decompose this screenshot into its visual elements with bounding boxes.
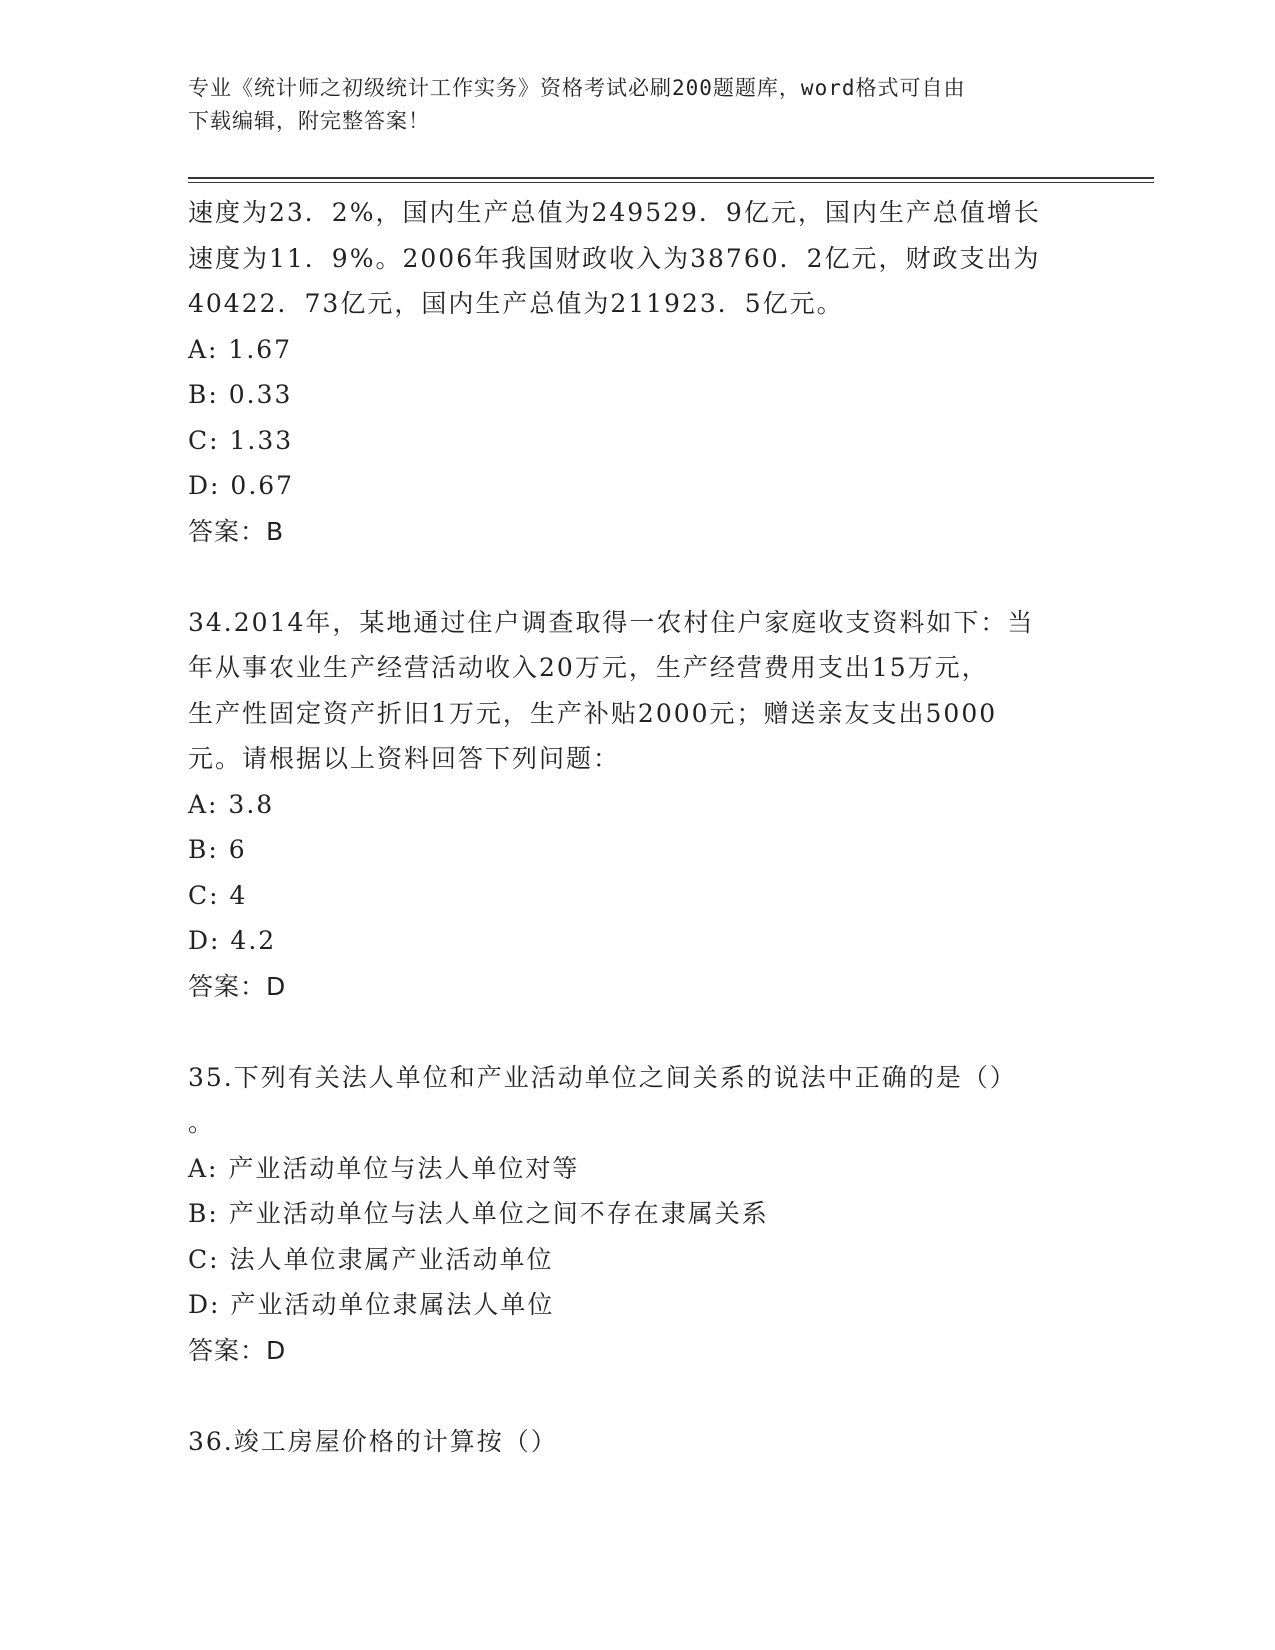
answer-line: 答案：D	[188, 971, 287, 1001]
option-a: A: 产业活动单位与法人单位对等	[188, 1153, 580, 1183]
question-stem-line: 元。请根据以上资料回答下列问题：	[188, 744, 621, 773]
question-stem-line: 速度为23．2%，国内生产总值为249529．9亿元，国内生产总值增长	[188, 198, 1041, 227]
option-c: C: 法人单位隶属产业活动单位	[188, 1244, 554, 1274]
option-a: A: 3.8	[188, 789, 275, 819]
spacer	[188, 1373, 1118, 1419]
question-35	[188, 1055, 1118, 1374]
option-d: D: 产业活动单位隶属法人单位	[188, 1290, 555, 1319]
header-divider-thick	[188, 177, 1154, 179]
question-34	[188, 600, 1118, 1010]
question-stem-line: 40422．73亿元，国内生产总值为211923．5亿元。	[188, 289, 844, 318]
question-stem-line: 35.下列有关法人单位和产业活动单位之间关系的说法中正确的是（）	[188, 1062, 1017, 1092]
option-d: D: 0.67	[188, 471, 295, 500]
header-line-2: 下载编辑，附完整答案！	[188, 109, 430, 133]
question-33	[188, 190, 1118, 554]
option-c: C: 1.33	[188, 425, 294, 455]
header-line-1: 专业《统计师之初级统计工作实务》资格考试必刷200题题库，word格式可自由	[188, 76, 966, 100]
question-stem-line: 年从事农业生产经营活动收入20万元，生产经营费用支出15万元，	[188, 653, 989, 682]
option-a: A: 1.67	[188, 334, 293, 364]
question-stem-line: 速度为11．9%。2006年我国财政收入为38760．2亿元，财政支出为	[188, 243, 1041, 273]
question-stem-line: 。	[188, 1108, 216, 1137]
question-36	[188, 1419, 1118, 1465]
question-stem-line: 36.竣工房屋价格的计算按（）	[188, 1426, 558, 1456]
document-header	[188, 72, 1088, 138]
option-c: C: 4	[188, 880, 248, 910]
spacer	[188, 1009, 1118, 1055]
option-b: B: 产业活动单位与法人单位之间不存在隶属关系	[188, 1199, 769, 1228]
option-d: D: 4.2	[188, 926, 277, 955]
spacer	[188, 554, 1118, 600]
option-b: B: 6	[188, 835, 247, 864]
document-body	[188, 190, 1118, 1464]
answer-line: 答案：D	[188, 1335, 287, 1365]
answer-line: 答案：B	[188, 516, 285, 546]
option-b: B: 0.33	[188, 380, 293, 409]
question-stem-line: 生产性固定资产折旧1万元，生产补贴2000元；赠送亲友支出5000	[188, 698, 998, 728]
header-divider-thin	[188, 182, 1154, 183]
question-stem-line: 34.2014年，某地通过住户调查取得一农村住户家庭收支资料如下：当	[188, 607, 1035, 637]
